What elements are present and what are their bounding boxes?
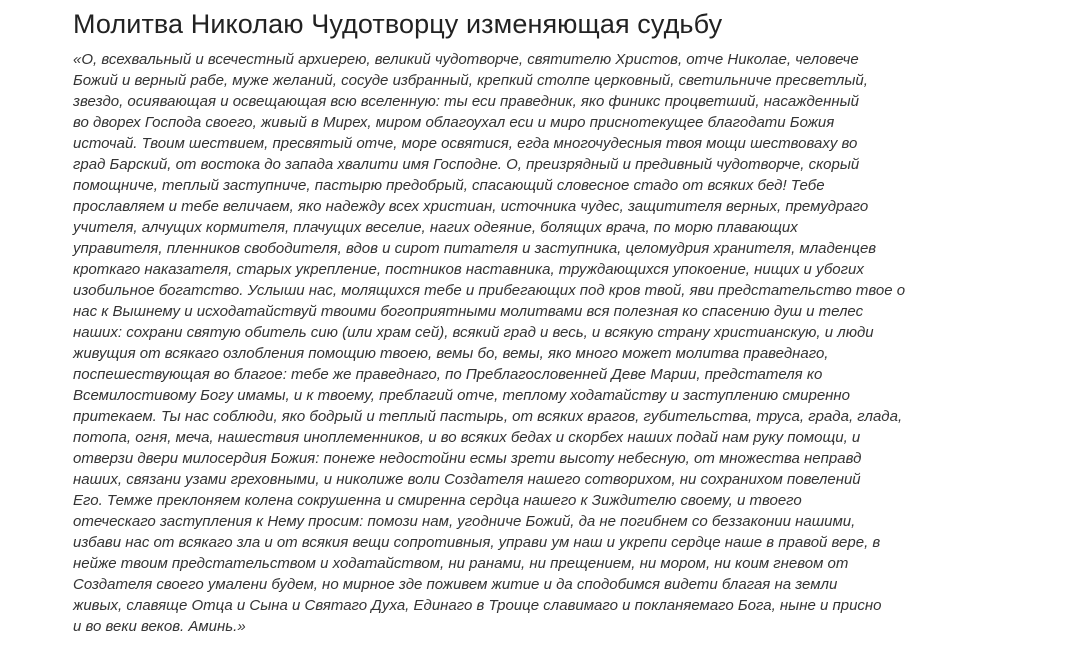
prayer-line: управителя, пленников свободителя, вдов и сирот питателя и заступника, целомудрия хранителя, младенцев <box>73 240 877 257</box>
prayer-line: источай. Твоим шествием, пресвятый отче, море освятися, егда многочудесныя твоя мощи шествоваху во <box>73 135 858 152</box>
article <box>73 0 1068 637</box>
prayer-line: Создателя своего умалени будем, но мирное зде поживем житие и да сподобимся видети благая на земли <box>73 576 838 593</box>
prayer-line: Божий и верный рабе, муже желаний, сосуде избранный, крепкий столпе церковный, светильниче пресветлый, <box>73 72 868 89</box>
prayer-line: отеческаго заступления к Нему просим: помози нам, угодниче Божий, да не погибнем со беззаконии нашими, <box>73 513 856 530</box>
prayer-line: потопа, огня, меча, нашествия иноплеменников, и во всяких бедах и скорбех наших подай нам руку помощи, и <box>73 429 861 446</box>
prayer-line: нас к Вышнему и исходатайствуй твоими богоприятными молитвами вся полезная ко спасению душ и телес <box>73 303 864 320</box>
prayer-line: живых, славяще Отца и Сына и Святаго Духа, Единаго в Троице славимаго и покланяемаго Бога, ныне и присно <box>73 597 882 614</box>
prayer-text <box>73 49 1068 637</box>
prayer-line: и во веки веков. Аминь.» <box>73 618 246 635</box>
prayer-line: поспешествующая во благое: тебе же праведнаго, по Преблагословенней Деве Марии, предстателя ко <box>73 366 823 383</box>
prayer-line: нейже твоим предстательством и ходатайством, ни ранами, ни прещением, ни мором, ни коим гневом от <box>73 555 849 572</box>
prayer-line: учителя, алчущих кормителя, плачущих веселие, нагих одеяние, болящих врача, по морю плавающих <box>73 219 798 236</box>
prayer-line: во дворех Господа своего, живый в Мирех, миром облагоухал еси и миро приснотекущее благодати Божия <box>73 114 835 131</box>
prayer-line: прославляем и тебе величаем, яко надежду всех христиан, источника чудес, защитителя верных, премудраго <box>73 198 869 215</box>
prayer-line: отверзи двери милосердия Божия: понеже недостойни есмы зрети высоту небесную, от множества неправд <box>73 450 862 467</box>
prayer-line: притекаем. Ты нас соблюди, яко бодрый и теплый пастырь, от всяких врагов, губительства, труса, града, глада, <box>73 408 903 425</box>
prayer-line: живущия от всякаго озлобления помощию твоею, вемы бо, вемы, яко много может молитва праведнаго, <box>73 345 829 362</box>
prayer-line: «О, всехвальный и всечестный архиерею, великий чудотворче, святителю Христов, отче Николае, человече <box>73 51 859 68</box>
prayer-line: избави нас от всякаго зла и от всякия вещи сопротивныя, управи ум наш и укрепи сердце наше в правой вере, в <box>73 534 881 551</box>
prayer-line: наших: сохрани святую обитель сию (или храм сей), всякий град и весь, и всякую страну христианскую, и люди <box>73 324 874 341</box>
prayer-line: град Барский, от востока до запада хвалити имя Господне. О, преизрядный и предивный чудотворче, скорый <box>73 156 860 173</box>
prayer-line: изобильное богатство. Услыши нас, молящихся тебе и прибегающих под кров твой, яви предстательство твое о <box>73 282 906 299</box>
prayer-line: помощниче, теплый заступниче, пастырю предобрый, спасающий словесное стадо от всяких бед! Тебе <box>73 177 825 194</box>
prayer-line: наших, связани узами греховными, и николиже воли Создателя нашего сотворихом, ни сохранихом повелений <box>73 471 861 488</box>
page-title: Молитва Николаю Чудотворцу изменяющая судьбу <box>73 9 723 39</box>
prayer-line: Всемилостивому Богу имамы, и к твоему, преблагий отче, теплому ходатайству и заступлению смиренно <box>73 387 851 404</box>
prayer-line: звездо, осиявающая и освещающая всю вселенную: ты еси праведник, яко финикс процветший, насажденный <box>73 93 860 110</box>
prayer-line: кроткаго наказателя, старых укрепление, постников наставника, труждающихся упокоение, нищих и убогих <box>73 261 864 278</box>
prayer-line: Его. Темже преклоняем колена сокрушенна и смиренна сердца нашего к Зиждителю своему, и твоего <box>73 492 802 509</box>
